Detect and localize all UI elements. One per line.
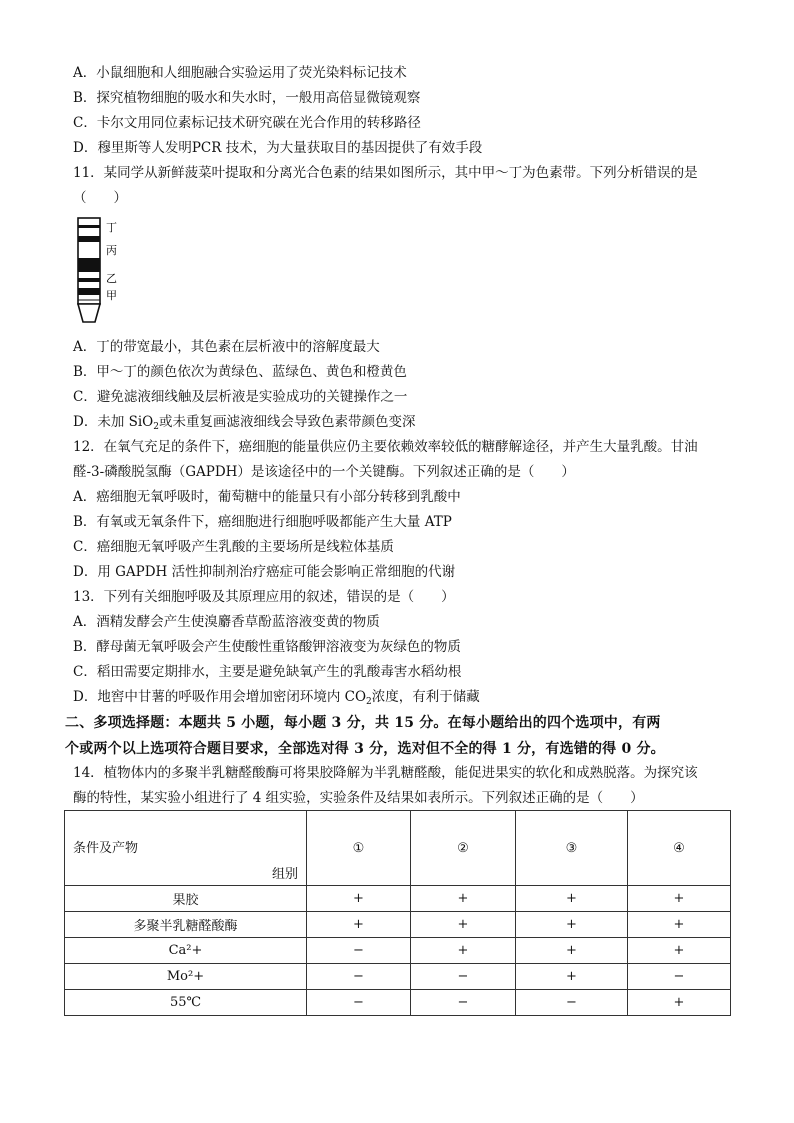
table-cell: + [628, 938, 731, 964]
table-cell: + [516, 886, 628, 912]
band-ding [78, 225, 100, 228]
q12-option-c: C．癌细胞无氧呼吸产生乳酸的主要场所是线粒体基质 [73, 539, 394, 555]
table-cell: − [411, 990, 516, 1016]
table-cell: + [628, 886, 731, 912]
table-cell: + [411, 886, 516, 912]
q14-stem-line1: 14．植物体内的多聚半乳糖醛酸酶可将果胶降解为半乳糖醛酸，能促进果实的软化和成熟脱落。为探究该 [73, 765, 698, 781]
table-cell: − [307, 990, 411, 1016]
table-cell: − [307, 938, 411, 964]
strip-tip [78, 304, 100, 322]
q10-option-d: D．穆里斯等人发明PCR 技术，为大量获取目的基因提供了有效手段 [73, 140, 483, 156]
q13-option-a: A．酒精发酵会产生使溴麝香草酚蓝溶液变黄的物质 [73, 614, 380, 630]
q12-option-b: B．有氧或无氧条件下，癌细胞进行细胞呼吸都能产生大量 ATP [73, 514, 452, 530]
q11-stem: 11．某同学从新鲜菠菜叶提取和分离光合色素的结果如图所示，其中甲～丁为色素带。下列分析错误的是 [73, 165, 698, 181]
q12-option-d: D．用 GAPDH 活性抑制剂治疗癌症可能会影响正常细胞的代谢 [73, 564, 456, 580]
table-cell: − [307, 964, 411, 990]
q13-stem: 13．下列有关细胞呼吸及其原理应用的叙述，错误的是（ ） [73, 589, 455, 605]
band-yi-bottom [78, 278, 100, 282]
group-header: ② [411, 811, 516, 886]
q14-stem-line2: 酶的特性，某实验小组进行了 4 组实验，实验条件及结果如表所示。下列叙述正确的是（ ） [73, 790, 644, 806]
row-label: 55℃ [65, 990, 307, 1016]
q10-option-a: A．小鼠细胞和人细胞融合实验运用了荧光染料标记技术 [73, 65, 407, 81]
chromatography-strip-figure [70, 216, 140, 328]
table-row [65, 938, 731, 964]
q10-option-c: C．卡尔文用同位素标记技术研究碳在光合作用的转移路径 [73, 115, 421, 131]
row-label: Mo²+ [65, 964, 307, 990]
corner-label-conditions: 条件及产物 [73, 841, 139, 856]
row-label: 果胶 [65, 886, 307, 912]
q13-option-d: D．地窖中甘薯的呼吸作用会增加密闭环境内 $CO_2$浓度，有利于储藏 [73, 689, 480, 707]
q11-paren: （ ） [73, 190, 127, 206]
table-corner-cell [65, 811, 307, 886]
table-cell: − [411, 964, 516, 990]
table-cell: + [516, 964, 628, 990]
q12-stem-line1: 12．在氧气充足的条件下，癌细胞的能量供应仍主要依赖效率较低的糖酵解途径，并产生大量乳酸。甘油 [73, 439, 698, 455]
group-header: ① [307, 811, 411, 886]
q11-option-a: A．丁的带宽最小，其色素在层析液中的溶解度最大 [73, 339, 380, 355]
table-cell: + [628, 912, 731, 938]
q12-stem-line2: 醛-3-磷酸脱氢酶（GAPDH）是该途径中的一个关键酶。下列叙述正确的是（ ） [73, 464, 575, 480]
q11-option-b: B．甲～丁的颜色依次为黄绿色、蓝绿色、黄色和橙黄色 [73, 364, 407, 380]
q11-option-c: C．避免滤液细线触及层析液是实验成功的关键操作之一 [73, 389, 408, 405]
table-cell: + [516, 912, 628, 938]
q12-option-a: A．癌细胞无氧呼吸时，葡萄糖中的能量只有小部分转移到乳酸中 [73, 489, 461, 505]
q10-option-b: B．探究植物细胞的吸水和失水时，一般用高倍显微镜观察 [73, 90, 421, 106]
section2-heading-line2: 个或两个以上选项符合题目要求，全部选对得 3 分，选对但不全的得 1 分，有选错的得 0 分。 [65, 741, 665, 757]
table-cell: − [516, 990, 628, 1016]
q13-option-c: C．稻田需要定期排水，主要是避免缺氧产生的乳酸毒害水稻幼根 [73, 664, 462, 680]
band-label-bing: 丙 [106, 244, 117, 257]
experiment-table [64, 810, 731, 1016]
band-label-jia: 甲 [106, 289, 117, 302]
table-cell: + [516, 938, 628, 964]
row-label: 多聚半乳糖醛酸酶 [65, 912, 307, 938]
row-label: Ca²+ [65, 938, 307, 964]
q11-option-d: D．未加 SiO$_2$或未重复画滤液细线会导致色素带颜色变深 [73, 414, 416, 432]
table-header-row [65, 811, 731, 886]
corner-label-group: 组别 [271, 867, 298, 882]
section2-heading-line1: 二、多项选择题：本题共 5 小题，每小题 3 分，共 15 分。在每小题给出的四个选项中，有两 [65, 715, 661, 731]
band-yi-top [78, 258, 100, 272]
table-row [65, 964, 731, 990]
group-header: ③ [516, 811, 628, 886]
table-cell: + [411, 938, 516, 964]
table-cell: + [628, 990, 731, 1016]
band-bing [78, 236, 100, 242]
band-label-yi: 乙 [106, 272, 117, 285]
q13-option-b: B．酵母菌无氧呼吸会产生使酸性重铬酸钾溶液变为灰绿色的物质 [73, 639, 461, 655]
table-cell: + [307, 886, 411, 912]
table-cell: + [411, 912, 516, 938]
band-label-ding: 丁 [106, 221, 117, 234]
group-header: ④ [628, 811, 731, 886]
table-cell: + [307, 912, 411, 938]
table-cell: − [628, 964, 731, 990]
band-jia [78, 288, 100, 295]
table-row [65, 912, 731, 938]
table-row [65, 886, 731, 912]
table-row [65, 990, 731, 1016]
